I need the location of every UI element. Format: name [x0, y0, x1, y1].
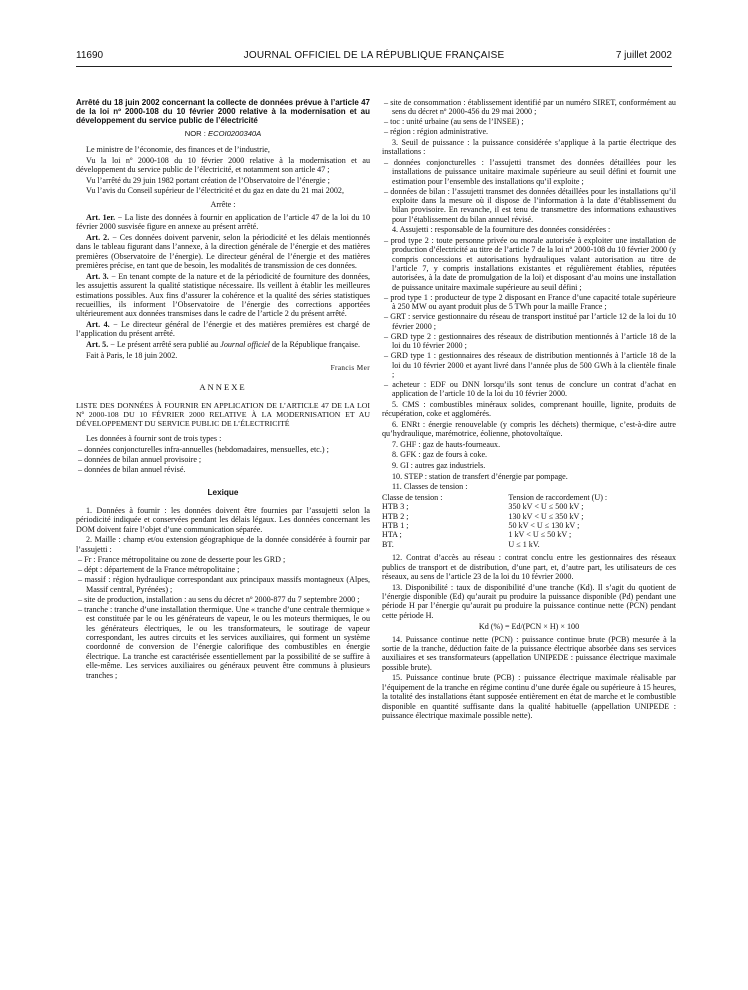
list-item: – site de consommation : établissement identifié par un numéro SIRET, conformément au sens du décret nº 2000-456 du 29 mai 2000 ;	[382, 98, 676, 117]
issue-date: 7 juillet 2002	[615, 50, 672, 61]
lexique-item-3: 3. Seuil de puissance : la puissance considérée s’applique à la partie électrique des installations :	[382, 137, 676, 157]
article-label: Art. 3.	[86, 271, 109, 281]
preamble-line: Le ministre de l’économie, des finances et de l’industrie,	[86, 145, 270, 155]
table-cell: 130 kV < U ≤ 350 kV ;	[508, 511, 584, 521]
nor-label: NOR :	[184, 128, 206, 138]
lexique-item-1: 1. Données à fournir : les données doivent être fournies par l’assujetti selon la périodicité indiquée et conservées pendant les délais légaux. Les données concernant les DOM doivent faire l’objet d’une communication séparée.	[76, 505, 370, 534]
table-header-cell: Tension de raccordement (U) :	[508, 492, 608, 502]
article-text: − Le présent arrêté sera publié au	[108, 340, 221, 350]
list-item: – données conjoncturelles infra-annuelles (hebdomadaires, mensuelles, etc.) ;	[76, 445, 370, 454]
lexique-item-7: 7. GHF : gaz de hauts-fourneaux.	[392, 439, 501, 449]
maille-list-continued	[382, 98, 676, 137]
decree-title: Arrêté du 18 juin 2002 concernant la collecte de données prévue à l’article 47 de la loi nº 2000-108 du 10 février 2000 relative à la modernisation et au développement du service public de l’électricité	[76, 98, 370, 126]
list-item: – prod type 1 : producteur de type 2 disposant en France d’une capacité totale supérieure à 250 MW ou ayant produit plus de 5 TWh pour la maille France ;	[382, 293, 676, 312]
running-header	[76, 50, 672, 64]
nor-value: ECOI0200340A	[208, 128, 262, 138]
list-item: – site de production, installation : au sens du décret nº 2000-877 du 7 septembre 2000 ;	[76, 595, 370, 604]
preamble-line: Vu l’arrêté du 29 juin 1982 portant création de l’Observatoire de l’énergie ;	[86, 175, 330, 185]
table-cell: 1 kV < U ≤ 50 kV ;	[508, 530, 572, 540]
table-cell: HTB 2 ;	[382, 511, 409, 521]
lexique-item-14: 14. Puissance continue nette (PCN) : puissance continue brute (PCB) mesurée à la sortie de la tranche, déduction faite de la puissance électrique absorbée dans ses services auxiliaires et ses transformateurs (appellation UNIPEDE : puissance électrique maximale possible brute).	[382, 634, 676, 672]
lexique-item-12: 12. Contrat d’accès au réseau : contrat conclu entre les gestionnaires des réseaux publics de transport et de distribution, d’une part, et, d’autre part, les utilisateurs de ces réseaux, au sens de l’article 23 de la loi du 10 février 2000.	[382, 553, 676, 581]
journal-officiel-italic: Journal officiel	[220, 340, 270, 350]
lexique-item-9: 9. GI : autres gaz industriels.	[392, 460, 486, 470]
article-label: Art. 4.	[86, 320, 110, 330]
journal-title: JOURNAL OFFICIEL DE LA RÉPUBLIQUE FRANÇAISE	[243, 50, 505, 61]
article-text-end: de la République française.	[269, 340, 361, 350]
preamble-line: Vu la loi nº 2000-108 du 10 février 2000 relative à la modernisation et au développement du service public de l’électricité, et notamment son article 47 ;	[76, 155, 370, 175]
article-text: − En tenant compte de la nature et de la périodicité de fourniture des données, les assujettis assurent la qualité statistique nécessaire. Ils veillent à établir les meilleures estimations possibles. Aux fins d’assurer la cohérence et la qualité des séries statistiques recueillies, ils informent l’Observatoire de l’énergie des corrections apportées ultérieurement aux données transmises dans le cadre de l’article 2 du présent arrêté.	[76, 271, 371, 319]
assujetti-list	[382, 236, 676, 399]
list-item: – données de bilan annuel provisoire ;	[76, 455, 370, 464]
article-5	[76, 340, 370, 349]
table-cell: U ≤ 1 kV.	[508, 539, 540, 549]
nor-reference	[76, 129, 370, 138]
article-label: Art. 2.	[86, 233, 110, 243]
fait-a-paris: Fait à Paris, le 18 juin 2002.	[86, 350, 178, 360]
left-column	[76, 98, 370, 681]
seuil-list	[382, 158, 676, 224]
table-cell: BT.	[382, 539, 394, 549]
tension-table	[382, 493, 676, 549]
lexique-item-11: 11. Classes de tension :	[392, 482, 468, 492]
annexe-heading: ANNEXE	[199, 382, 247, 393]
table-cell: HTB 1 ;	[382, 520, 409, 530]
list-item: – région : région administrative.	[382, 127, 676, 136]
list-item: – GRD type 2 : gestionnaires des réseaux de distribution mentionnés à l’article 18 de la loi du 10 février 2000 ;	[382, 332, 676, 351]
article-text: − La liste des données à fournir en application de l’article 47 de la loi du 10 février 2000 susvisée figure en annexe au présent arrêté.	[76, 213, 370, 232]
types-list	[76, 445, 370, 474]
table-row	[382, 521, 676, 530]
lexique-item-13: 13. Disponibilité : taux de disponibilité d’une tranche (Kd). Il s’agit du quotient de l’énergie disponible (Ed) qu’aurait pu produire la puissance disponible (Pd) pendant une période H par l’énergie qu’aurait pu produire la puissance continue nette (PCN) pendant cette période H.	[382, 582, 676, 620]
table-row	[382, 512, 676, 521]
article-1	[76, 213, 370, 232]
preamble-line: Vu l’avis du Conseil supérieur de l’électricité et du gaz en date du 21 mai 2002,	[86, 186, 344, 196]
article-text: − Le directeur général de l’énergie et des matières premières est chargé de l’application du présent arrêté.	[76, 320, 370, 339]
article-label: Art. 5.	[86, 340, 109, 350]
list-item: – Fr : France métropolitaine ou zone de desserte pour les GRD ;	[76, 555, 370, 564]
table-header-row	[382, 493, 676, 502]
types-intro: Les données à fournir sont de trois types :	[86, 434, 222, 444]
list-item: – prod type 2 : toute personne privée ou morale autorisée à exploiter une installation de production d’électricité au titre de l’article 7 de la loi nº 2000-108 du 10 février 2000 (y compris concessions et autorisations hydrauliques valant autorisation au titre de l’article 7, y compris installations existantes et régulièrement établies, réputées autorisées, à la date de promulgation de la loi) et disposant d’au moins une installation de puissance unitaire maximale supérieure au seuil défini ;	[382, 236, 676, 292]
lexique-item-4: 4. Assujetti : responsable de la fourniture des données considérées :	[392, 225, 611, 235]
header-rule	[76, 66, 672, 67]
table-cell: HTA ;	[382, 530, 402, 540]
table-row	[382, 540, 676, 549]
right-column	[382, 98, 676, 722]
page-number: 11690	[76, 50, 104, 61]
list-item: – tranche : tranche d’une installation thermique. Une « tranche d’une centrale thermique » est constituée par le ou les générateurs de vapeur, le ou les moteurs thermiques, le ou les générateurs électriques, le ou les transformateurs, le soutirage de vapeur correspondant, les autres circuits et les services auxiliaires, qui forment un système coordonné de conversion de l’énergie calorifique des combustibles en énergie électrique. La tranche est caractérisée essentiellement par la possibilité de se suffire à elle-même. Les services auxiliaires ou généraux peuvent être communs à plusieurs tranches ;	[76, 605, 370, 680]
lexique-item-15: 15. Puissance continue brute (PCB) : puissance électrique maximale réalisable par l’équipement de la tranche en régime continu d’une durée égale ou supérieure à 15 heures, la totalité des installations étant supposée entièrement en état de marche et le combustible disponible en quantité suffisante dans la qualité habituelle (appellation UNIPEDE : puissance électrique maximale possible nette).	[382, 673, 676, 720]
list-item: – GRT : service gestionnaire du réseau de transport institué par l’article 12 de la loi du 10 février 2000 ;	[382, 312, 676, 331]
list-item: – données de bilan : l’assujetti transmet des données détaillées pour les installations qu’il exploite dans la mesure où il dispose de l’information à la date d’établissement du bilan provisoire. En revanche, il est tenu de transmettre des informations exhaustives pour l’établissement du bilan annuel révisé.	[382, 187, 676, 225]
article-3	[76, 272, 370, 319]
arrete-heading: Arrête :	[210, 199, 236, 209]
list-item: – données de bilan annuel révisé.	[76, 465, 370, 474]
table-cell: 50 kV < U ≤ 130 kV ;	[508, 520, 580, 530]
list-item: – acheteur : EDF ou DNN lorsqu’ils sont tenus de conclure un contrat d’achat en application de l’article 10 de la loi du 10 février 2000.	[382, 380, 676, 399]
lexique-item-6: 6. ENRt : énergie renouvelable (y compris les déchets) thermique, c’est-à-dire autre qu’hydraulique, marémotrice, éolienne, photovoltaïque.	[382, 419, 676, 439]
lexique-item-8: 8. GFK : gaz de fours à coke.	[392, 450, 488, 460]
table-row	[382, 530, 676, 539]
article-label: Art. 1er.	[86, 213, 116, 223]
list-item: – dépt : département de la France métropolitaine ;	[76, 565, 370, 574]
lexique-item-10: 10. STEP : station de transfert d’énergie par pompage.	[392, 471, 568, 481]
table-cell: HTB 3 ;	[382, 502, 409, 512]
table-header-cell: Classe de tension :	[382, 492, 443, 502]
list-item: – données conjoncturelles : l’assujetti transmet des données détaillées pour les installations de puissance unitaire maximale supérieure au seuil défini et fournit une estimation pour l’ensemble des installations qu’il exploite ;	[382, 158, 676, 186]
signature: Francis Mer	[330, 364, 370, 373]
lexique-item-5: 5. CMS : combustibles minéraux solides, comprenant houille, lignite, produits de récupération, coke et agglomérés.	[382, 399, 676, 419]
lexique-heading: Lexique	[207, 488, 239, 498]
list-item: – toc : unité urbaine (au sens de l’INSEE) ;	[382, 117, 676, 126]
list-item: – massif : région hydraulique correspondant aux principaux massifs montagneux (Alpes, Massif central, Pyrénées) ;	[76, 575, 370, 594]
lexique-item-2: 2. Maille : champ et/ou extension géographique de la donnée considérée à fournir par l’assujetti :	[76, 535, 370, 554]
maille-list	[76, 555, 370, 680]
table-cell: 350 kV < U ≤ 500 kV ;	[508, 502, 584, 512]
liste-title: LISTE DES DONNÉES À FOURNIR EN APPLICATION DE L’ARTICLE 47 DE LA LOI Nº 2000-108 DU 10 FÉVRIER 2000 RELATIVE À LA MODERNISATION ET AU DÉVELOPPEMENT DU SERVICE PUBLIC DE L’ÉLECTRICITÉ	[76, 400, 370, 429]
table-row	[382, 502, 676, 511]
article-4	[76, 320, 370, 339]
article-text: − Ces données doivent parvenir, selon la périodicité et les délais mentionnés dans le tableau figurant dans l’annexe, à la direction générale de l’énergie et des matières premières (Observatoire de l’énergie). Le directeur général de l’énergie et des matières premières précise, en tant que de besoin, les modalités de transmission de ces données.	[76, 233, 370, 271]
article-2	[76, 233, 370, 271]
list-item: – GRD type 1 : gestionnaires des réseaux de distribution mentionnés à l’article 18 de la loi du 10 février 2000 et ayant livré dans l’année plus de 500 GWh à la clientèle finale ;	[382, 351, 676, 379]
kd-formula: Kd (%) = Ed/(PCN × H) × 100	[478, 622, 580, 632]
